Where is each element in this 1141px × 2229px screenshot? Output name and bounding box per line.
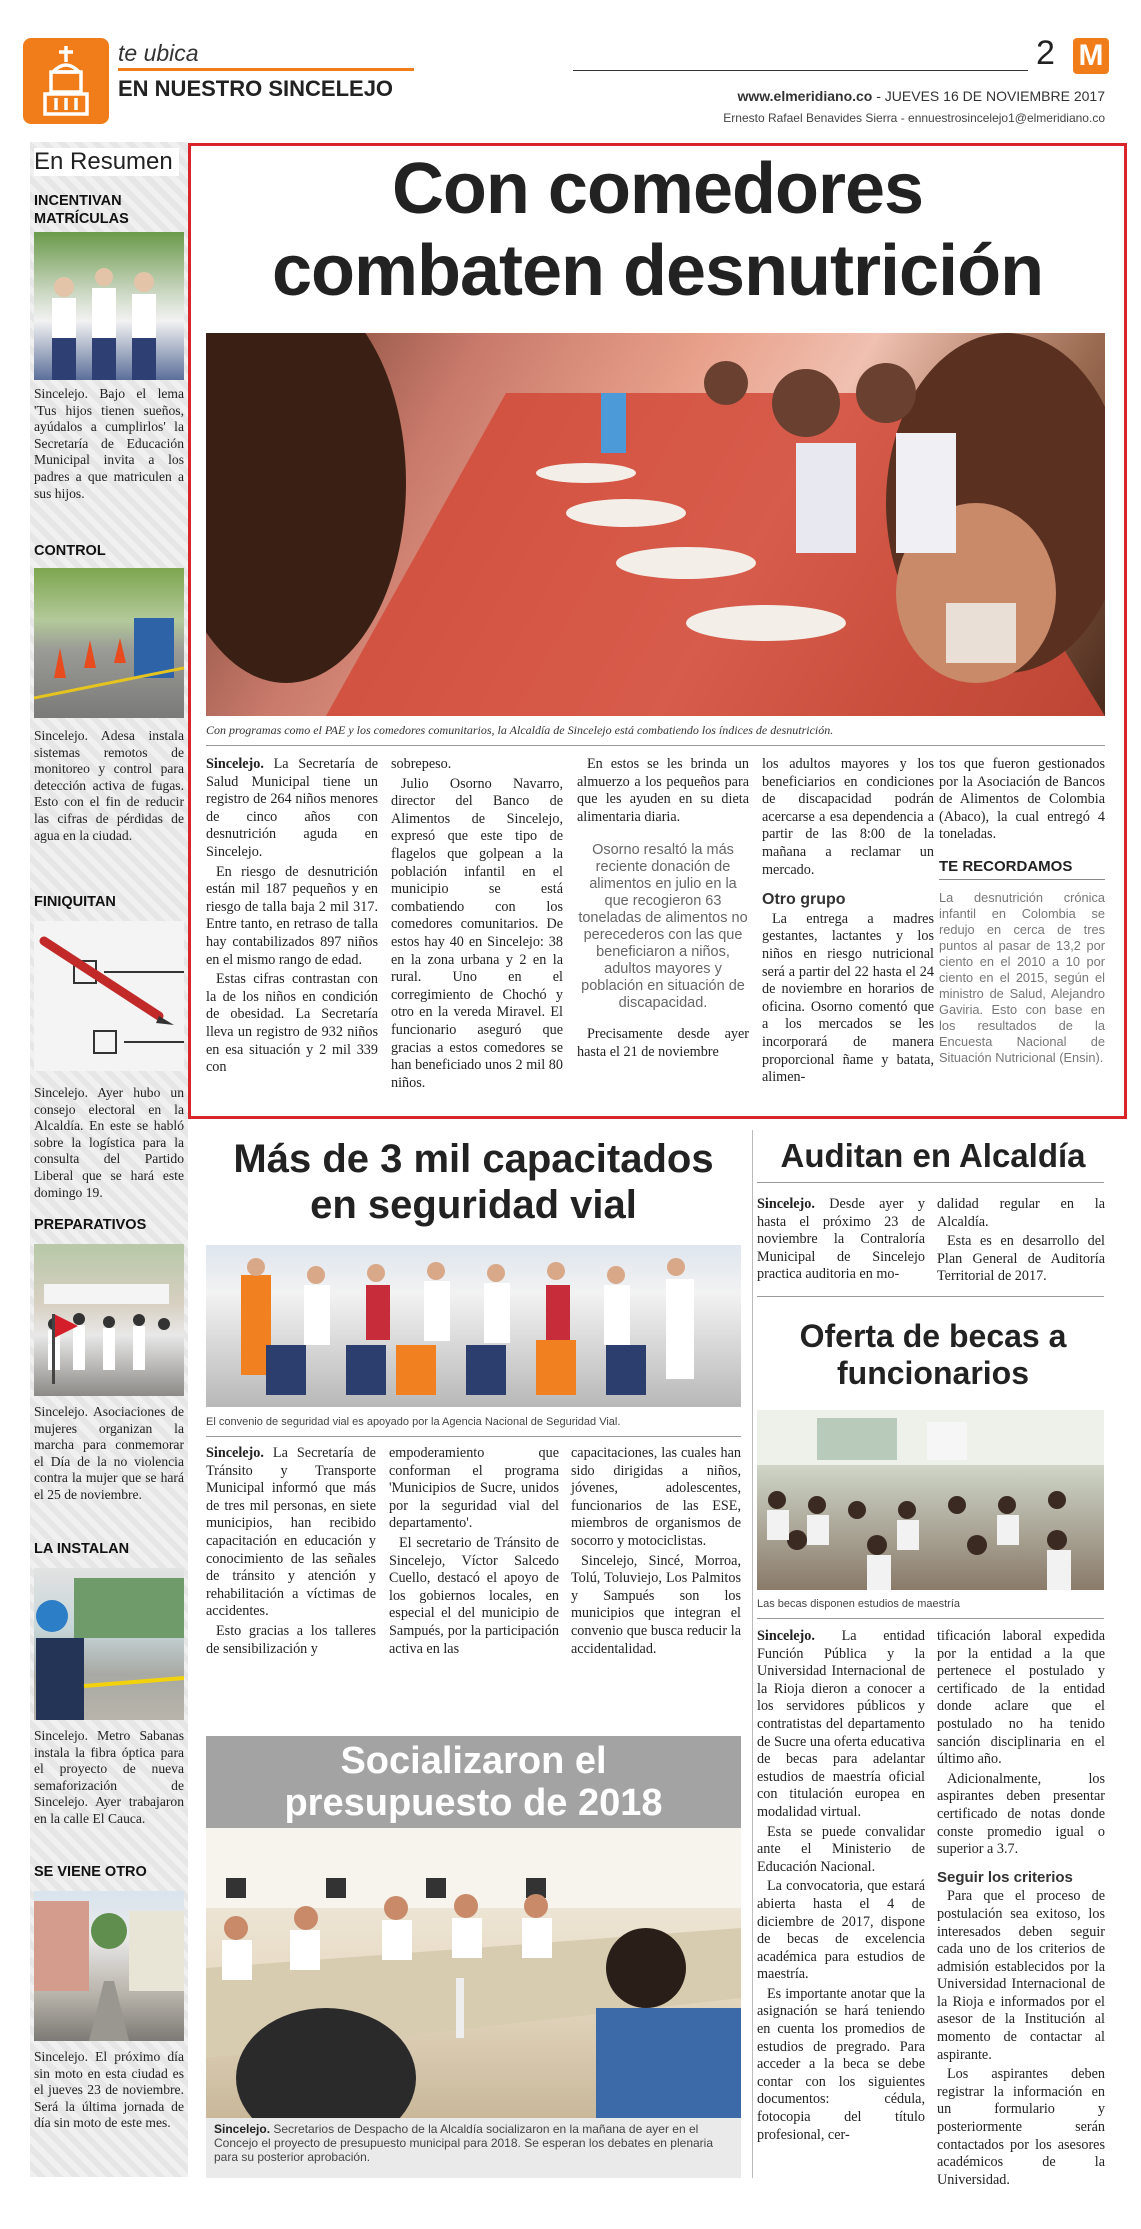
sidebar-photo [34, 232, 184, 380]
main-headline-line1: Con comedores [391, 149, 924, 229]
sidebar-heading: PREPARATIVOS [34, 1217, 147, 1233]
sidebar-item [34, 542, 184, 878]
sidebar-text: Sincelejo. Bajo el lema 'Tus hijos tienen sueños, ayúdalos a cumplirlos' la Secretaría de Educación Municipal invita a los padres a que matriculen a sus hijos. [34, 386, 184, 501]
becas-col-2 [937, 1628, 1105, 2188]
paragraph: En estos se les brinda un almuerzo a los pequeños para que les ayuden en su dieta alimentaria diaria. [577, 756, 749, 825]
paragraph: Desde ayer y hasta el próximo 23 de noviembre la Contraloría Municipal de Sincelejo practica auditoria en mo- [757, 1196, 925, 1283]
caption-rule [206, 745, 1105, 746]
paragraph: La Secretaría de Salud Municipal tiene un registro de 264 niños menores de cinco años con desnutrición aguda en Sincelejo. [206, 756, 378, 860]
paragraph: Precisamente desde ayer hasta el 21 de noviembre [577, 1026, 749, 1060]
presupuesto-headline: Socializaron el presupuesto de 2018 [206, 1736, 741, 1828]
section-bottom-label: EN NUESTRO SINCELEJO [118, 76, 394, 101]
main-photo [206, 333, 1105, 716]
paragraph: Estas cifras contrastan con la de los niños en condición de obesidad. La Secretaría lleva un registro de 932 niños en esa situación y 2 mil 339 con [206, 971, 378, 1076]
issue-date: - JUEVES 16 DE NOVIEMBRE 2017 [872, 88, 1105, 104]
paragraph: capacitaciones, las cuales han sido dirigidas a niños, jóvenes, adolescentes, funcionarios de las ESE, miembros de organismos de socorro y motociclistas. [571, 1445, 741, 1549]
dateline-lead: Sincelejo. [206, 1445, 264, 1461]
paragraph: los adultos mayores y los beneficiarios en condiciones de discapacidad podrán acercarse a esa dependencia a partir de las 8:00 de la mañana a reclamar un mercado. [762, 756, 934, 878]
dateline-lead: Sincelejo. [757, 1628, 815, 1644]
sidebar-heading: SE VIENE OTRO [34, 1864, 147, 1880]
paragraph: tificación laboral expedida por la entidad a la que pertenece el postulado y certificado de la entidad donde aclare que el postulado no ha tenido sanción disciplinaria en el último año. [937, 1628, 1105, 1768]
sidebar-item [34, 1216, 184, 1544]
brand-logo: M [1073, 38, 1109, 74]
paragraph: Es importante anotar que la asignación se hará teniendo en cuenta los promedios de estudios de pregrado. Para acceder a la beca se debe contar con los siguientes documentos: cédula, fotocopia del título profesional, cer- [757, 1985, 925, 2143]
sidebar-heading: INCENTIVAN MATRÍCULAS [34, 193, 129, 227]
vial-headline: Más de 3 mil capacitados en seguridad vial [233, 1137, 714, 1227]
vial-col-3 [571, 1445, 741, 1745]
dateline-lead: Sincelejo. [206, 756, 264, 772]
presupuesto-photo [206, 1828, 741, 2118]
main-headline-line2: combaten desnutrición [271, 231, 1044, 311]
section-top-label: te ubica [118, 40, 199, 66]
sidebar-heading: LA INSTALAN [34, 1541, 130, 1557]
paragraph: Para que el proceso de postulación sea exitoso, los interesados deben seguir cada uno de los criterios de admisión establecidos por la Universidad Internacional de la Rioja e informados por el asesor de la Institución al momento de contactar al aspirante. [937, 1888, 1105, 2063]
presupuesto-caption [214, 2122, 734, 2164]
pull-quote: Osorno resaltó la más reciente donación de alimentos en julio en la que recogieron 63 toneladas de alimentos no perecederos con las que beneficiaron a niños, adultos mayores y población en situación de discapacidad. [578, 842, 748, 1012]
auditan-col-1 [757, 1196, 925, 1296]
main-photo-caption: Con programas como el PAE y los comedores comunitarios, la Alcaldía de Sincelejo está combatiendo los índices de desnutrición. [206, 723, 834, 737]
paragraph: La entrega a madres gestantes, lactantes y los niños en riesgo nutricional será a partir del 22 hasta el 24 de noviembre en horarios de oficina. Osorno comentó que a los mercados se les incorporará de manera proporcional ñame y batata, alimen- [762, 910, 934, 1086]
sidebar-photo [34, 568, 184, 718]
sidebar-photo [34, 921, 184, 1071]
sidebar-text: Sincelejo. Adesa instala sistemas remotos de monitoreo y control para detección activa de fugas. Esto con el fin de reducir las cifras de pérdidas de agua en la ciudad. [34, 728, 184, 843]
paragraph: La convocatoria, que estará abierta hasta el 4 de diciembre de 2017, dispone de becas de excelencia académica para estudios de maestría. [757, 1878, 925, 1983]
recordamos-text: La desnutrición crónica infantil en Colombia se redujo en cerca de tres puntos al pasar de 13,2 por ciento en el 2010 a 10 por ciento en el 2015, según el ministro de Salud, Alejandro Gaviria. Esto con base en los resultados de la Encuesta Nacional de Situación Nutricional (Ensin). [939, 889, 1105, 1065]
sidebar-photo [34, 1568, 184, 1720]
paragraph: empoderamiento que conforman el programa 'Municipios de Sucre, unidos por la seguridad vial del departamento'. [389, 1445, 559, 1532]
church-icon [23, 38, 109, 124]
vial-photo-caption: El convenio de seguridad vial es apoyado por la Agencia Nacional de Seguridad Vial. [206, 1416, 621, 1428]
becas-col-1 [757, 1628, 925, 2180]
main-col-2 [391, 756, 563, 1116]
paragraph: sobrepeso. [391, 756, 452, 772]
paragraph: tos que fueron gestionados por la Asociación de Bancos de Alimentos de Colombia (Abaco), la cual entregó 4 toneladas. [939, 756, 1105, 843]
main-col-3 [577, 756, 749, 1116]
auditan-headline: Auditan en Alcaldía [780, 1137, 1086, 1174]
paragraph: Esta se puede convalidar ante el Ministerio de Educación Nacional. [757, 1823, 925, 1875]
sidebar-text: Sincelejo. Ayer hubo un consejo electoral en la Alcaldía. En este se habló sobre la logística para la consulta del Partido Liberal que se hará este domingo 19. [34, 1085, 184, 1200]
paragraph: Esta es en desarrollo del Plan General de Auditoría Territorial de 2017. [937, 1233, 1105, 1285]
paragraph: La entidad Función Pública y la Universidad Internacional de la Rioja dieron a conocer a los servidores públicos y contratistas del departamento de Sucre una oferta educativa de becas para adelantar estudios de maestría oficial con titulación europea en modalidad virtual. [757, 1628, 925, 1820]
main-col-4 [762, 756, 934, 1116]
paragraph: Sincelejo, Sincé, Morroa, Tolú, Toluviejo, Los Palmitos y Sampués son los municipios que integran el convenio que busca reducir la accidentalidad. [571, 1552, 741, 1657]
column-rule [752, 1130, 753, 2178]
vial-photo [206, 1245, 741, 1407]
header-rule [573, 70, 1028, 71]
caption-text: Secretarios de Despacho de la Alcaldía socializaron en la mañana de ayer en el Concejo el proyecto de presupuesto municipal para 2018. Se esperan los debates en plenaria para su posterior aprobación. [214, 2122, 713, 2164]
paragraph: Los aspirantes deben registrar la información en un formulario y posteriormente serán contactados por los asesores académicos de la Universidad. [937, 2066, 1105, 2188]
sidebar-item [34, 1540, 184, 1848]
recordamos-heading: TE RECORDAMOS [939, 858, 1105, 880]
vial-col-1 [206, 1445, 376, 1745]
paragraph: Esto gracias a los talleres de sensibilización y [206, 1622, 376, 1657]
auditan-col-2 [937, 1196, 1105, 1296]
main-headline [196, 148, 1119, 312]
sidebar-item [34, 1863, 184, 2169]
sidebar-text: Sincelejo. Metro Sabanas instala la fibra óptica para el proyecto de nueva semaforización de Sincelejo. Ayer trabajaron en la calle El Cauca. [34, 1728, 184, 1826]
section-logo [23, 38, 109, 124]
vial-col-2 [389, 1445, 559, 1745]
sidebar-item [34, 893, 184, 1205]
main-col-5 [939, 756, 1105, 1116]
paragraph: dalidad regular en la Alcaldía. [937, 1196, 1105, 1230]
dateline [738, 88, 1106, 104]
sidebar-photo [34, 1244, 184, 1396]
sidebar-photo [34, 1891, 184, 2041]
sidebar-heading: CONTROL [34, 543, 106, 559]
subhead: Seguir los criterios [937, 1868, 1073, 1886]
paragraph: Julio Osorno Navarro, director del Banco de Alimentos de Sincelejo, expresó que este tipo de flagelos que golpean a la población infantil en el municipio se está combatiendo con los comedores comunitarios. De estos hay 40 en Sincelejo: 38 en la zona urbana y 2 en la rural. Uno en el corregimiento de Chochó y otro en la vereda Miravel. El funcionario aseguró que gracias a estos comedores se han beneficiado unos 2 mil 80 niños. [391, 775, 563, 1091]
caption-rule [757, 1618, 1104, 1619]
becas-photo-caption: Las becas disponen estudios de maestría [757, 1598, 961, 1610]
becas-headline: Oferta de becas a funcionarios [799, 1318, 1067, 1391]
paragraph: La Secretaría de Tránsito y Transporte Municipal informó que más de tres mil personas, en siete municipios, han recibido capacitación en educación y conocimiento de las señales de tránsito y atención y rehabilitación a víctimas de accidentes. [206, 1445, 376, 1620]
sidebar-heading: FINIQUITAN [34, 894, 116, 910]
becas-photo [757, 1410, 1104, 1590]
page-number: 2 [1036, 34, 1055, 72]
caption-rule [206, 1436, 741, 1437]
dateline-lead: Sincelejo. [214, 2122, 271, 2136]
sidebar-text: Sincelejo. El próximo día sin moto en esta ciudad es el jueves 23 de noviembre. Será la última jornada de día sin moto de este mes. [34, 2049, 184, 2131]
sidebar-text: Sincelejo. Asociaciones de mujeres organizan la marcha para conmemorar el Día de la no violencia contra la mujer que se hará el 25 de noviembre. [34, 1404, 184, 1502]
dateline-lead: Sincelejo. [757, 1196, 815, 1212]
paragraph: En riesgo de desnutrición están mil 187 pequeños y en riesgo de talla baja 2 mil 317. Entre tanto, en retraso de talla hay contabilizados 897 niños en el mismo rango de edad. [206, 863, 378, 968]
main-col-1 [206, 756, 378, 1116]
paragraph: El secretario de Tránsito de Sincelejo, Víctor Salcedo Cuello, destacó el apoyo de los gobiernos locales, en especial el del municipio de Sampués, por la participación activa en las [389, 1534, 559, 1657]
headline-rule [757, 1182, 1104, 1183]
subhead: Otro grupo [762, 891, 846, 909]
website-link[interactable]: www.elmeridiano.co [737, 88, 873, 104]
section-rule [757, 1296, 1104, 1297]
sidebar-title: En Resumen [34, 148, 179, 176]
section-rule [118, 68, 414, 71]
sidebar-item [34, 192, 184, 506]
author-line: Ernesto Rafael Benavides Sierra - ennuestrosincelejo1@elmeridiano.co [723, 111, 1105, 125]
paragraph: Adicionalmente, los aspirantes deben presentar certificado de notas donde conste promedio igual o superior a 3.7. [937, 1770, 1105, 1858]
